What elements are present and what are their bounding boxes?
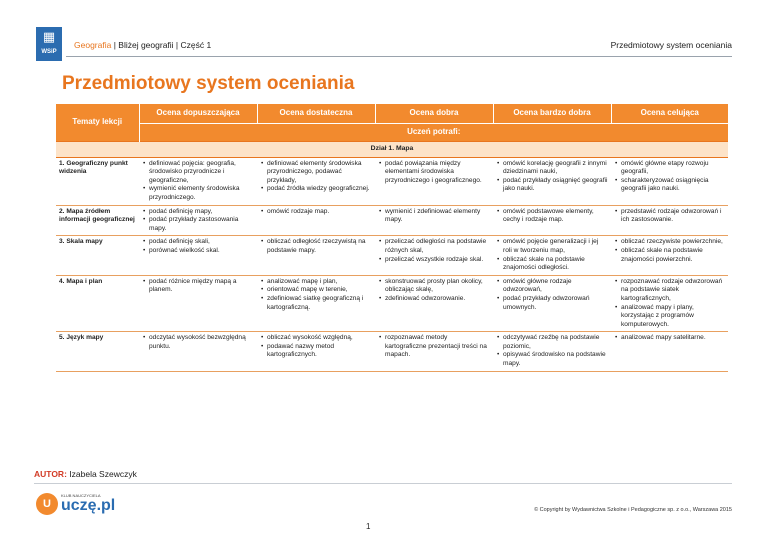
list-item: • podać przykłady odwzorowań umownych. [503,295,608,312]
list-item: • podawać nazwy metod kartograficznych. [267,343,372,360]
list-item: • porównać wielkość skal. [149,247,254,256]
requirement-list [260,160,372,194]
requirement-cell [375,275,493,332]
logo-label: WSiP [41,49,57,55]
requirement-cell [375,332,493,371]
requirement-list [614,334,725,343]
requirement-list [496,238,608,272]
list-item: • podać przykłady zastosowania mapy. [149,216,254,233]
lesson-title: 2. Mapa źródłem informacji geograficznej [56,205,139,236]
list-item: • analizować mapę i plan, [267,278,372,287]
list-item: • rozpoznawać metody kartograficzne prezentacji treści na mapach. [385,334,490,360]
requirement-cell [139,236,257,275]
header-right-title: Przedmiotowy system oceniania [610,40,732,50]
requirement-list [496,208,608,225]
list-item: • omówić korelację geografii z innymi dziedzinami nauki, [503,160,608,177]
footer-divider [34,483,732,484]
requirement-list [496,334,608,368]
requirement-list [378,334,490,360]
copyright: © Copyright by Wydawnictwa Szkolne i Pedagogiczne sp. z o.o., Warszawa 2015 [534,507,732,513]
grade-header-dobra: Ocena dobra [375,104,493,124]
grade-header-dostateczna: Ocena dostateczna [257,104,375,124]
list-item: • scharakteryzować osiągnięcia geografii jako nauki. [621,177,725,194]
list-item: • opisywać środowisko na podstawie mapy. [503,351,608,368]
list-item: • podać źródła wiedzy geograficznej. [267,185,372,194]
requirement-list [614,278,725,330]
list-item: • omówić główne rodzaje odwzorowań, [503,278,608,295]
section-row [56,142,728,158]
header-breadcrumb [74,40,211,50]
requirement-cell [611,205,728,236]
list-item: • podać różnice między mapą a planem. [149,278,254,295]
requirement-cell [611,157,728,205]
requirement-cell [611,275,728,332]
grade-header-dopuszczajaca: Ocena dopuszczająca [139,104,257,124]
requirement-cell [493,157,611,205]
requirement-cell [493,205,611,236]
requirement-cell [493,275,611,332]
requirement-cell [257,332,375,371]
list-item: • podać definicję skali, [149,238,254,247]
header-subject: Geografia [74,40,112,50]
list-item: • analizować mapy satelitarne. [621,334,725,343]
author-line [34,469,137,479]
list-item: • przeliczać wszystkie rodzaje skal. [385,256,490,265]
author-label: AUTOR: [34,469,67,479]
requirement-list [260,208,372,217]
requirement-cell [139,332,257,371]
requirement-list [614,160,725,194]
list-item: • odczytywać rzeźbę na podstawie poziomic, [503,334,608,351]
brand-small-text: KLUB NAUCZYCIELA [61,493,101,498]
table-row [56,205,728,236]
requirement-list [142,238,254,255]
wsip-logo [36,27,62,61]
list-item: • odczytać wysokość bezwzględną punktu. [149,334,254,351]
requirement-cell [493,236,611,275]
list-item: • wymienić i zdefiniować elementy mapy. [385,208,490,225]
list-item: • przeliczać odległości na podstawie różnych skal, [385,238,490,255]
header-divider [66,56,732,57]
grade-header-bardzo-dobra: Ocena bardzo dobra [493,104,611,124]
header-separator: | [111,40,119,50]
table-row [56,275,728,332]
list-item: • omówić podstawowe elementy, cechy i rodzaje map. [503,208,608,225]
list-item: • obliczać skale na podstawie znajomości odległości. [503,256,608,273]
requirement-cell [611,236,728,275]
requirement-cell [611,332,728,371]
list-item: • podać powiązania między elementami środowiska przyrodniczego i geograficznego. [385,160,490,186]
lesson-title: 4. Mapa i plan [56,275,139,332]
list-item: • podać przykłady osiągnięć geografii jako nauki. [503,177,608,194]
grade-header-celujaca: Ocena celująca [611,104,728,124]
section-title: Dział 1. Mapa [56,142,728,158]
author-name: Izabela Szewczyk [69,469,137,479]
requirement-cell [139,157,257,205]
grading-table [56,104,728,372]
list-item: • rozpoznawać rodzaje odwzorowań na podstawie siatek kartograficznych, [621,278,725,304]
topics-header: Tematy lekcji [56,104,139,142]
requirement-list [378,208,490,225]
table-row [56,332,728,371]
uczepl-mark-icon: U [36,493,58,515]
requirement-cell [375,157,493,205]
brand-name: uczę.pl [61,497,116,514]
requirement-cell [139,205,257,236]
requirement-list [142,334,254,351]
requirement-cell [375,236,493,275]
header-book: Bliżej geografii | Część 1 [118,40,212,50]
page-title: Przedmiotowy system oceniania [62,73,355,94]
requirement-cell [493,332,611,371]
requirement-list [614,238,725,264]
requirement-list [378,278,490,304]
requirement-cell [257,157,375,205]
lesson-title: 5. Język mapy [56,332,139,371]
list-item: • omówić rodzaje map. [267,208,372,217]
list-item: • definiować pojęcia: geografia, środowisko przyrodnicze i geograficzne, [149,160,254,186]
list-item: • definiować elementy środowiska przyrodniczego, podawać przykłady, [267,160,372,186]
list-item: • zdefiniować siatkę geograficzną i kartograficzną. [267,295,372,312]
list-item: • analizować mapy i plany, korzystając z programów komputerowych. [621,304,725,330]
lesson-title: 3. Skala mapy [56,236,139,275]
requirement-cell [139,275,257,332]
list-item: • orientować mapę w terenie, [267,286,372,295]
list-item: • omówić główne etapy rozwoju geografii, [621,160,725,177]
list-item: • wymienić elementy środowiska przyrodniczego. [149,185,254,202]
requirement-cell [375,205,493,236]
requirement-list [260,238,372,255]
table-body [56,142,728,372]
list-item: • obliczać skale na podstawie znajomości powierzchni. [621,247,725,264]
list-item: • podać definicję mapy, [149,208,254,217]
page-header [36,27,732,61]
requirement-cell [257,236,375,275]
table-row [56,157,728,205]
page-number: 1 [366,522,371,531]
requirement-list [142,208,254,234]
list-item: • skonstruować prosty plan okolicy, obliczając skalę, [385,278,490,295]
books-icon: ▦ [42,29,56,44]
list-item: • obliczać wysokość względną, [267,334,372,343]
requirement-list [378,160,490,186]
list-item: • obliczać rzeczywiste powierzchnie, [621,238,725,247]
requirement-list [378,238,490,264]
requirement-list [496,160,608,194]
list-item: • przedstawić rodzaje odwzorowań i ich zastosowanie. [621,208,725,225]
list-item: • zdefiniować odwzorowanie. [385,295,490,304]
requirement-cell [257,275,375,332]
requirement-list [614,208,725,225]
lesson-title: 1. Geograficzny punkt widzenia [56,157,139,205]
requirement-list [142,160,254,203]
list-item: • omówić pojęcie generalizacji i jej roli w tworzeniu map, [503,238,608,255]
list-item: • obliczać odległość rzeczywistą na podstawie mapy. [267,238,372,255]
student-can-header: Uczeń potrafi: [139,124,728,142]
requirement-list [496,278,608,312]
requirement-cell [257,205,375,236]
table-row [56,236,728,275]
requirement-list [260,334,372,360]
requirement-list [260,278,372,312]
requirement-list [142,278,254,295]
